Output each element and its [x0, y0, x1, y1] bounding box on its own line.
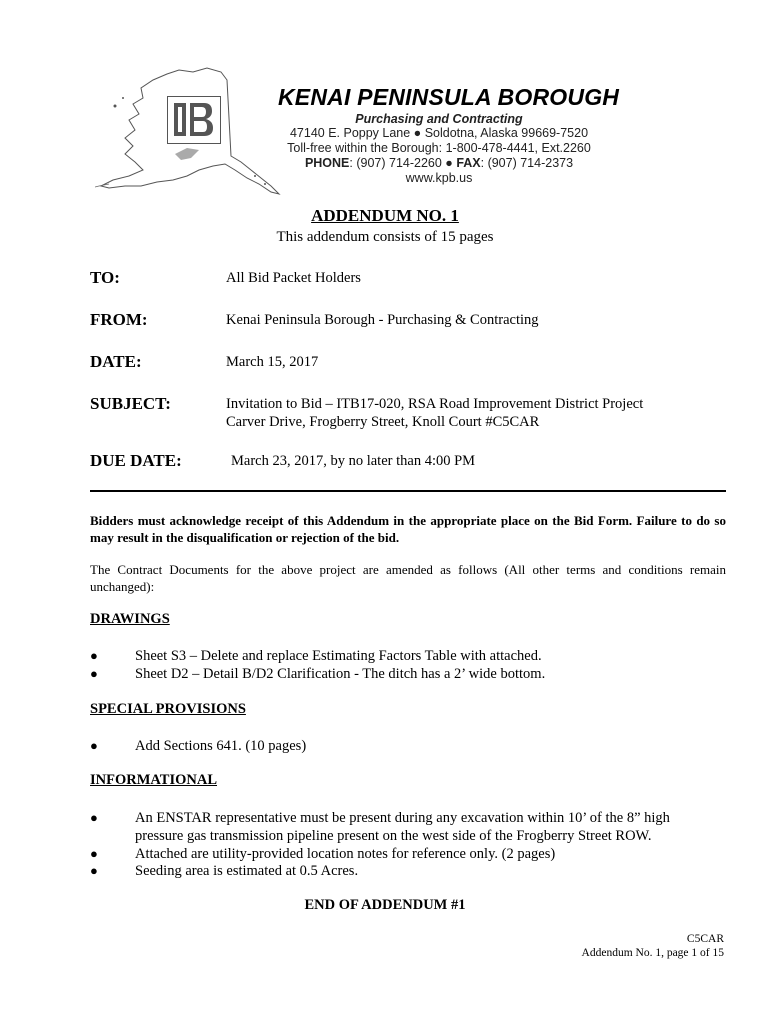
from-value: Kenai Peninsula Borough - Purchasing & Contracting: [226, 312, 539, 328]
to-value: All Bid Packet Holders: [226, 270, 361, 286]
informational-item: An ENSTAR representative must be present during any excavation within 10’ of the 8” high pressure gas transmission pipeline present on the west side of the Frogberry Street ROW.: [135, 810, 670, 844]
drawings-item: Sheet D2 – Detail B/D2 Clarification - The ditch has a 2’ wide bottom.: [135, 666, 546, 682]
website-link[interactable]: www.kpb.us: [405, 171, 473, 185]
to-label: TO:: [90, 268, 120, 287]
bullet-dot: ●: [90, 846, 98, 861]
footer-page-number: Addendum No. 1, page 1 of 15: [581, 947, 724, 959]
phone-fax-line: [219, 156, 659, 170]
date-value: March 15, 2017: [226, 354, 319, 370]
drawings-heading: DRAWINGS: [90, 611, 170, 627]
toll-free-number: Toll-free within the Borough: 1-800-478-4441, Ext.2260: [287, 141, 591, 155]
bullet-dot: ●: [90, 648, 98, 663]
informational-item: Seeding area is estimated at 0.5 Acres.: [135, 863, 359, 879]
informational-item: Attached are utility-provided location notes for reference only. (2 pages): [135, 846, 556, 862]
kpb-logo-box: [167, 96, 221, 144]
bullet-dot: ●: [90, 666, 98, 681]
due-date-value: March 23, 2017, by no later than 4:00 PM: [231, 453, 476, 469]
drawings-item: Sheet S3 – Delete and replace Estimating Factors Table with attached.: [135, 648, 542, 664]
phone-number: : (907) 714-2260 ●: [349, 156, 457, 170]
special-provisions-item: Add Sections 641. (10 pages): [135, 738, 307, 754]
phone-label: PHONE: [304, 156, 350, 170]
divider-rule: [90, 490, 726, 492]
from-label: FROM:: [90, 310, 148, 329]
informational-heading: INFORMATIONAL: [90, 772, 218, 788]
date-label: DATE:: [90, 352, 142, 371]
intro-paragraph: The Contract Documents for the above project are amended as follows (All other terms and conditions remain unchanged):: [90, 562, 726, 594]
addendum-title: ADDENDUM NO. 1: [311, 206, 459, 225]
footer-code: C5CAR: [686, 933, 724, 945]
subject-line-2: Carver Drive, Frogberry Street, Knoll Court #C5CAR: [226, 414, 540, 430]
addendum-subtitle: This addendum consists of 15 pages: [276, 229, 494, 245]
bullet-dot: ●: [90, 810, 98, 825]
subject-line-1: Invitation to Bid – ITB17-020, RSA Road Improvement District Project: [226, 396, 644, 412]
department-name: Purchasing and Contracting: [355, 112, 523, 126]
org-name: KENAI PENINSULA BOROUGH: [278, 84, 620, 110]
address: 47140 E. Poppy Lane ● Soldotna, Alaska 99669-7520: [289, 126, 589, 140]
bullet-dot: ●: [90, 738, 98, 753]
fax-number: : (907) 714-2373: [480, 156, 574, 170]
subject-label: SUBJECT:: [90, 394, 171, 413]
fax-label: FAX: [456, 156, 481, 170]
end-of-addendum: END OF ADDENDUM #1: [304, 897, 466, 913]
special-provisions-heading: SPECIAL PROVISIONS: [90, 701, 246, 717]
bullet-dot: ●: [90, 863, 98, 878]
due-date-label: DUE DATE:: [90, 451, 182, 470]
acknowledge-paragraph: Bidders must acknowledge receipt of this Addendum in the appropriate place on the Bid Form. Failure to do so may result in the disqualification or rejection of the bid.: [90, 513, 726, 545]
